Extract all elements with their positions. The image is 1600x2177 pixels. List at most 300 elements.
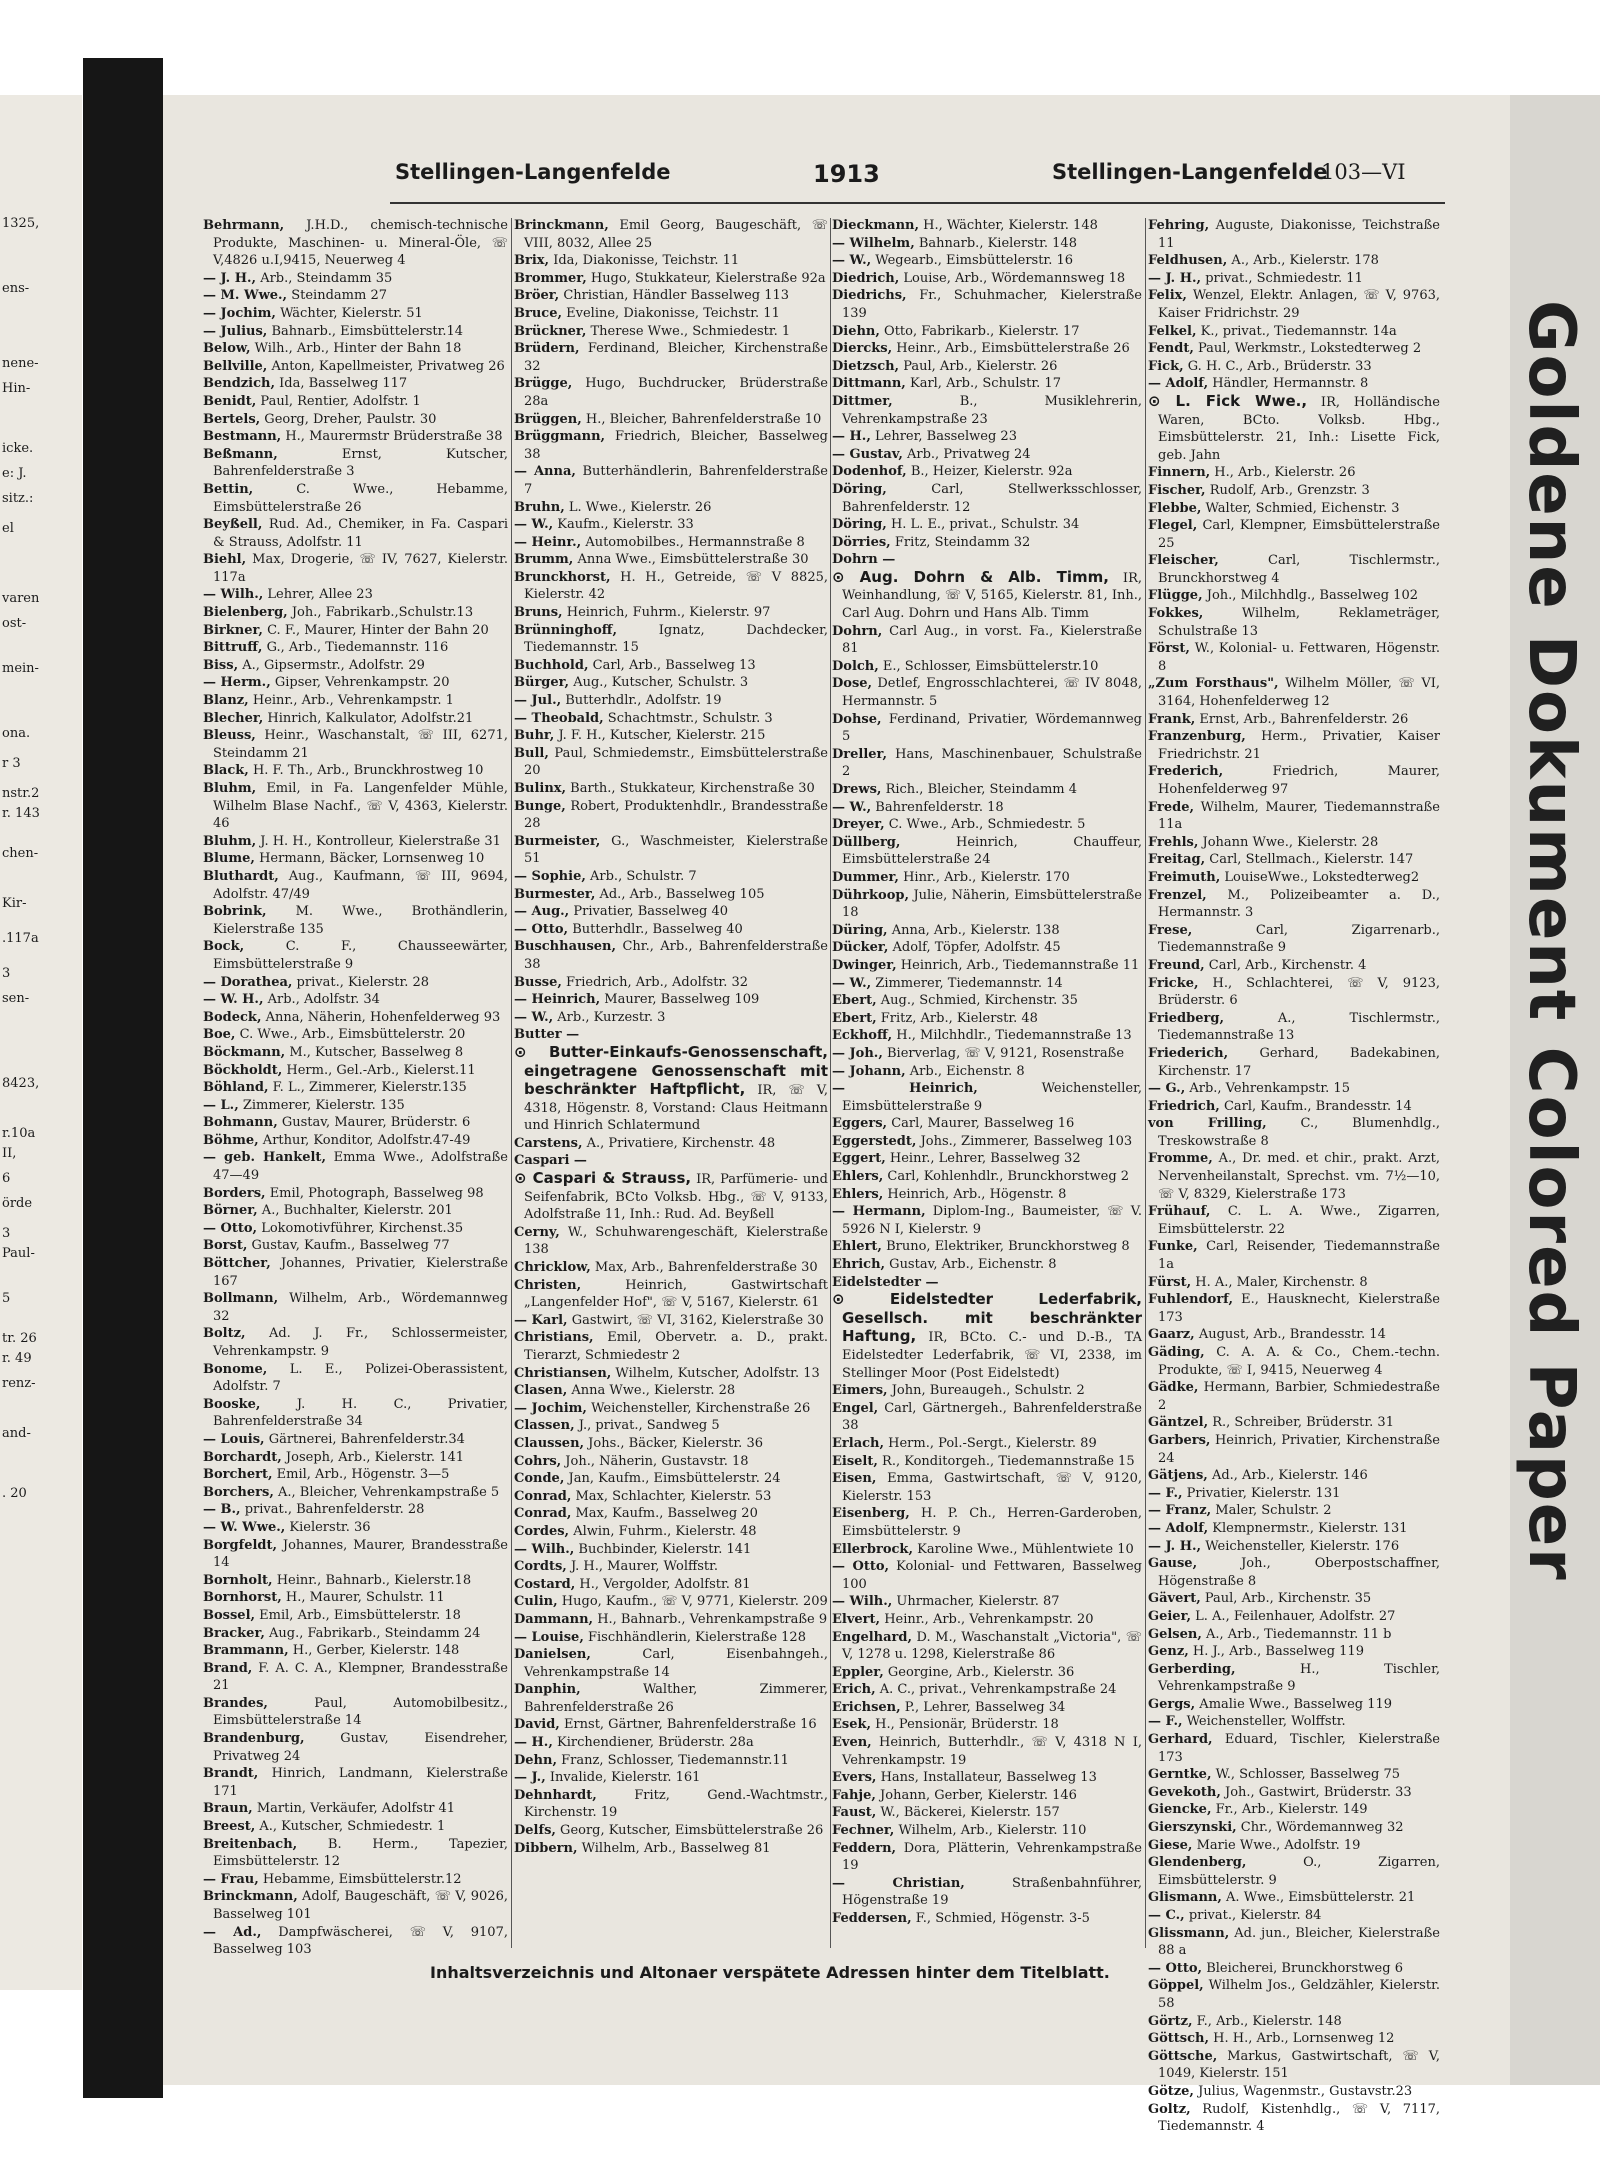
entry-details: E., Schlosser, Eimsbüttelerstr.10 xyxy=(878,658,1099,674)
directory-entry xyxy=(514,1646,828,1681)
entry-details: Aug., Fabrikarb., Steindamm 24 xyxy=(264,1625,481,1641)
directory-entry xyxy=(832,1840,1142,1875)
entry-name: Conde, xyxy=(514,1471,565,1487)
entry-name: Breest, xyxy=(203,1819,256,1835)
entry-details: Johannes, Privatier, Kielerstraße 167 xyxy=(213,1256,508,1289)
entry-details: Ernst, Gärtner, Bahrenfelderstraße 16 xyxy=(559,1717,817,1733)
directory-entry xyxy=(832,1822,1142,1840)
directory-entry xyxy=(832,781,1142,799)
facing-page-fragment: Hin- xyxy=(2,381,31,396)
directory-entry xyxy=(832,516,1142,534)
entry-name: Beyßell, xyxy=(203,517,263,533)
directory-entry xyxy=(514,1541,828,1559)
entry-name: Costard, xyxy=(514,1576,576,1592)
entry-name: — Louis, xyxy=(203,1431,265,1447)
directory-entry xyxy=(203,1537,508,1572)
entry-name: Feddersen, xyxy=(832,1911,912,1926)
entry-details: Heinrich, Butterhdlr., ☏ V, 4318 N I, Vehrenkampstr. 19 xyxy=(842,1735,1142,1768)
entry-details: L. Wwe., Kielerstr. 26 xyxy=(564,499,712,515)
entry-details: Joh., Fabrikarb.,Schulstr.13 xyxy=(287,605,474,621)
entry-name: Frederich, xyxy=(1148,764,1224,780)
directory-entry xyxy=(1148,500,1440,518)
directory-entry xyxy=(203,1589,508,1607)
facing-page-fragment: sitz.: xyxy=(2,491,34,506)
entry-details: Wenzel, Elektr. Anlagen, ☏ V, 9763, Kaiser Fridrichstr. 29 xyxy=(1158,288,1440,321)
entry-details: Ida, Basselweg 117 xyxy=(275,376,408,392)
entry-details: H. H., Arb., Lornsenweg 12 xyxy=(1209,2031,1395,2047)
entry-name: Flügge, xyxy=(1148,588,1203,604)
entry-details: C. L. A. Wwe., Zigarren, Eimsbüttelerstr. 22 xyxy=(1158,1204,1440,1237)
facing-page-fragment: e: J. xyxy=(2,466,27,481)
directory-entry xyxy=(203,639,508,657)
entry-details: Heinr., Arb., Vehrenkampstr. 20 xyxy=(880,1611,1094,1627)
entry-details: Max, Schlachter, Kielerstr. 53 xyxy=(571,1488,772,1504)
entry-name: Borst, xyxy=(203,1238,248,1254)
entry-name: Dammann, xyxy=(514,1611,594,1627)
entry-name: — geb. Hankelt, xyxy=(203,1150,326,1166)
entry-details: M., Kutscher, Basselweg 8 xyxy=(285,1044,464,1060)
entry-details: Arb., Vehrenkampstr. 15 xyxy=(1185,1081,1350,1097)
header-left-title: Stellingen-Langenfelde xyxy=(395,160,671,184)
entry-name: Gevekoth, xyxy=(1148,1784,1221,1800)
directory-entry xyxy=(514,323,828,341)
directory-entry xyxy=(832,1435,1142,1453)
entry-name: Dummer, xyxy=(832,869,899,885)
header-year: 1913 xyxy=(813,160,880,188)
column-3 xyxy=(832,217,1142,1957)
facing-page-fragment: nene- xyxy=(2,356,39,371)
entry-name: — Gustav, xyxy=(832,446,903,462)
entry-details: IR, Weinhandlung, ☏ V, 5165, Kielerstr. 81, Inh., Carl Aug. Dohrn und Hans Alb. Timm xyxy=(842,570,1142,622)
directory-entry xyxy=(832,551,1142,569)
entry-details: Ad. J. Fr., Schlossermeister, Vehrenkampstr. 9 xyxy=(213,1326,508,1359)
entry-name: Diercks, xyxy=(832,341,893,357)
entry-name: Döring, xyxy=(832,517,887,533)
directory-entry xyxy=(203,1765,508,1800)
entry-details: Carl, Maurer, Basselweg 16 xyxy=(887,1116,1075,1132)
directory-entry xyxy=(514,1488,828,1506)
entry-details: privat., Schmiedestr. 11 xyxy=(1201,270,1363,286)
entry-details: Emil, Arb., Eimsbüttelerstr. 18 xyxy=(255,1607,461,1623)
directory-entry xyxy=(203,411,508,429)
facing-page-fragment: nstr.2 xyxy=(2,786,40,801)
entry-name: — Wilh., xyxy=(203,587,264,603)
directory-entry xyxy=(203,340,508,358)
entry-details: Fischhändlerin, Kielerstraße 128 xyxy=(583,1629,806,1645)
directory-entry xyxy=(514,798,828,833)
directory-entry xyxy=(1148,1555,1440,1590)
entry-name: Faust, xyxy=(832,1805,877,1821)
entry-name: Bluhm, xyxy=(203,833,257,849)
directory-entry xyxy=(514,886,828,904)
entry-name: Biehl, xyxy=(203,552,247,568)
entry-name: Glissmann, xyxy=(1148,1925,1230,1941)
entry-name: — B., xyxy=(203,1502,241,1518)
entry-details: H. J., Arb., Basselweg 119 xyxy=(1188,1644,1364,1660)
directory-entry xyxy=(1148,358,1440,376)
entry-name: Bossel, xyxy=(203,1607,256,1623)
directory-entry xyxy=(832,975,1142,993)
entry-name: Danielsen, xyxy=(514,1647,591,1663)
directory-entry xyxy=(1148,1661,1440,1696)
entry-details: H., Bahnarb., Vehrenkampstraße 9 xyxy=(593,1611,828,1627)
entry-details: IR, ☏ V, 4318, Högenstr. 8, Vorstand: Claus Heitmann und Hinrich Schlatermund xyxy=(524,1083,828,1134)
entry-name: Cordes, xyxy=(514,1523,570,1539)
entry-name: Carstens, xyxy=(514,1135,583,1151)
entry-name: Erlach, xyxy=(832,1435,885,1451)
entry-name: Borchers, xyxy=(203,1484,274,1500)
entry-name: — Louise, xyxy=(514,1629,584,1645)
entry-name: Cohrs, xyxy=(514,1453,562,1469)
entry-details: Barth., Stukkateur, Kirchenstraße 30 xyxy=(566,781,815,796)
directory-entry xyxy=(203,850,508,868)
entry-details: Diplom-Ing., Baumeister, ☏ V. 5926 N I, Kielerstr. 9 xyxy=(842,1204,1142,1237)
directory-entry xyxy=(1148,393,1440,464)
entry-name: — Franz, xyxy=(1148,1503,1212,1519)
facing-page-fragment: chen- xyxy=(2,846,39,861)
entry-name: Dieckmann, xyxy=(832,218,920,233)
entry-details: Wilhelm, Arb., Kielerstr. 110 xyxy=(894,1823,1087,1839)
directory-entry xyxy=(832,675,1142,710)
column-2 xyxy=(514,217,828,1957)
entry-name: Fleischer, xyxy=(1148,553,1219,569)
entry-details: Emil, in Fa. Langenfelder Mühle, Wilhelm Blase Nachf., ☏ V, 4363, Kielerstr. 46 xyxy=(213,781,508,832)
directory-entry xyxy=(514,1576,828,1594)
color-card-spine xyxy=(1514,300,1590,1700)
entry-name: ⊙ Eidelstedter Lederfabrik, Gesellsch. mit beschränkter Haftung, xyxy=(832,1290,1142,1346)
directory-entry xyxy=(514,1822,828,1840)
facing-page-fragment: 3 xyxy=(2,1226,11,1241)
entry-name: Dittmann, xyxy=(832,376,906,392)
directory-entry xyxy=(514,692,828,710)
entry-details: Joh., Gastwirt, Brüderstr. 33 xyxy=(1220,1784,1412,1800)
entry-name: Bittruff, xyxy=(203,640,263,656)
directory-entry xyxy=(832,1558,1142,1593)
entry-details: Arb., Schulstr. 7 xyxy=(585,868,697,884)
entry-details: Johs., Zimmerer, Basselweg 103 xyxy=(916,1133,1133,1149)
entry-name: Benidt, xyxy=(203,393,257,409)
directory-entry xyxy=(514,463,828,498)
directory-entry xyxy=(203,393,508,411)
entry-name: Conrad, xyxy=(514,1488,572,1504)
entry-details: Emma, Gastwirtschaft, ☏ V, 9120, Kielerstr. 153 xyxy=(842,1471,1142,1504)
directory-entry xyxy=(514,1593,828,1611)
entry-details: Markus, Gastwirtschaft, ☏ V, 1049, Kielerstr. 151 xyxy=(1158,2048,1440,2082)
entry-details: H., Pensionär, Brüderstr. 18 xyxy=(871,1717,1059,1733)
entry-details: C. Wwe., Hebamme, Eimsbüttelerstraße 26 xyxy=(213,481,508,515)
directory-entry xyxy=(514,1044,828,1135)
entry-details: Carl, Klempner, Eimsbüttelerstraße 25 xyxy=(1158,518,1440,551)
directory-entry xyxy=(514,1505,828,1523)
directory-entry xyxy=(514,569,828,604)
directory-entry xyxy=(203,974,508,992)
entry-name: Fehring, xyxy=(1148,218,1210,233)
entry-name: Düllberg, xyxy=(832,834,901,850)
entry-details: Carl, Zigarrenarb., Tiedemannstraße 9 xyxy=(1158,922,1440,956)
entry-details: Fritz, Gend.-Wachtmstr., Kirchenstr. 19 xyxy=(524,1787,828,1821)
entry-name: Flegel, xyxy=(1148,518,1198,534)
directory-entry xyxy=(203,1924,508,1959)
entry-details: C. Wwe., Arb., Schmiedestr. 5 xyxy=(884,817,1086,833)
entry-details: Invalide, Kielerstr. 161 xyxy=(545,1770,701,1786)
entry-name: Eckhoff, xyxy=(832,1028,893,1044)
entry-details: Wilhelm Jos., Geldzähler, Kielerstr. 58 xyxy=(1158,1978,1440,2011)
directory-entry xyxy=(832,799,1142,817)
directory-entry xyxy=(203,358,508,376)
entry-details: W., Schuhwarengeschäft, Kielerstraße 138 xyxy=(524,1224,828,1258)
entry-name: Göppel, xyxy=(1148,1978,1204,1994)
entry-name: Blanz, xyxy=(203,693,249,709)
entry-name: Götze, xyxy=(1148,2083,1194,2099)
directory-entry xyxy=(1148,1801,1440,1819)
entry-details: Christian, Händler Basselweg 113 xyxy=(559,288,790,304)
entry-name: Dittmer, xyxy=(832,393,893,409)
directory-entry xyxy=(832,992,1142,1010)
entry-name: Fahje, xyxy=(832,1787,876,1803)
entry-details: Zimmerer, Kielerstr. 135 xyxy=(238,1097,405,1113)
entry-name: Dietzsch, xyxy=(832,358,900,374)
entry-name: Gergs, xyxy=(1148,1696,1196,1712)
directory-entry xyxy=(1148,1925,1440,1960)
entry-name: Funke, xyxy=(1148,1239,1198,1255)
entry-name: — Jochim, xyxy=(514,1400,587,1416)
directory-entry xyxy=(203,1625,508,1643)
entry-details: Ida, Diakonisse, Teichstr. 11 xyxy=(549,253,740,269)
directory-entry xyxy=(203,516,508,551)
entry-name: Brommer, xyxy=(514,270,587,286)
entry-details: Fritz, Steindamm 32 xyxy=(890,534,1031,550)
entry-name: Finnern, xyxy=(1148,465,1211,481)
entry-details: F., Schmied, Högenstr. 3-5 xyxy=(911,1911,1090,1926)
entry-name: Brix, xyxy=(514,253,550,269)
directory-entry xyxy=(832,1080,1142,1115)
entry-name: Eppler, xyxy=(832,1664,884,1680)
entry-name: Garbers, xyxy=(1148,1432,1211,1448)
entry-details: Privatier, Basselweg 40 xyxy=(569,904,729,920)
directory-entry xyxy=(1148,217,1440,252)
entry-name: Braun, xyxy=(203,1801,253,1817)
entry-name: Diedrich, xyxy=(832,270,900,286)
directory-entry xyxy=(514,1259,828,1277)
entry-details: Wilhelm, Kutscher, Adolfstr. 13 xyxy=(611,1365,820,1381)
entry-details: Kaufm., Kielerstr. 33 xyxy=(553,517,694,533)
directory-entry xyxy=(1148,1379,1440,1414)
directory-entry xyxy=(832,340,1142,358)
entry-name: Göttsch, xyxy=(1148,2031,1209,2047)
directory-entry xyxy=(832,1470,1142,1505)
entry-name: Döring, xyxy=(832,481,887,497)
entry-details: B., Musiklehrerin, Vehrenkampstraße 23 xyxy=(842,393,1142,427)
directory-entry xyxy=(514,1681,828,1716)
entry-name: Christen, xyxy=(514,1277,582,1293)
entry-details: C. F., Maurer, Hinter der Bahn 20 xyxy=(262,622,489,638)
entry-details: W., Schlosser, Basselweg 75 xyxy=(1211,1767,1401,1783)
directory-entry xyxy=(832,887,1142,922)
entry-name: Flebbe, xyxy=(1148,500,1202,516)
directory-entry xyxy=(832,1010,1142,1028)
directory-entry xyxy=(1148,605,1440,640)
directory-entry xyxy=(1148,287,1440,322)
entry-details: Ad. jun., Bleicher, Kielerstraße 88 a xyxy=(1158,1925,1440,1959)
entry-details: H. L. E., privat., Schulstr. 34 xyxy=(886,517,1080,533)
facing-page-fragment: r. 143 xyxy=(2,806,40,821)
directory-entry xyxy=(203,710,508,728)
directory-entry xyxy=(832,1186,1142,1204)
directory-entry xyxy=(832,711,1142,746)
entry-name: Brandt, xyxy=(203,1766,259,1782)
directory-entry xyxy=(514,727,828,745)
entry-name: Dose, xyxy=(832,676,873,692)
entry-details: F. L., Zimmerer, Kielerstr.135 xyxy=(268,1080,467,1096)
entry-details: Wilhelm, Reklameträger, Schulstraße 13 xyxy=(1158,606,1440,639)
entry-name: Frede, xyxy=(1148,799,1195,815)
directory-entry xyxy=(203,1660,508,1695)
entry-name: Dörries, xyxy=(832,534,891,550)
entry-details: L. E., Polizei-Oberassistent, Adolfstr. 7 xyxy=(213,1361,508,1395)
entry-name: — Adolf, xyxy=(1148,376,1209,392)
directory-entry xyxy=(514,411,828,429)
directory-entry xyxy=(1148,1326,1440,1344)
entry-name: Bleuss, xyxy=(203,728,256,744)
directory-entry xyxy=(203,1800,508,1818)
directory-entry xyxy=(203,586,508,604)
entry-name: Bunge, xyxy=(514,798,566,814)
directory-entry xyxy=(203,1396,508,1431)
entry-details: Martin, Verkäufer, Adolfstr 41 xyxy=(252,1801,456,1817)
directory-entry xyxy=(514,340,828,375)
entry-name: Esek, xyxy=(832,1717,872,1733)
directory-entry xyxy=(1148,675,1440,710)
entry-details: Georgine, Arb., Kielerstr. 36 xyxy=(883,1664,1075,1680)
directory-entry xyxy=(1148,1344,1440,1379)
directory-entry xyxy=(514,1009,828,1027)
entry-details: A., Bleicher, Vehrenkampstraße 5 xyxy=(273,1484,500,1500)
facing-page-fragment: mein- xyxy=(2,661,39,676)
entry-name: Brandenburg, xyxy=(203,1731,305,1747)
entry-details: Wilhelm Möller, ☏ VI, 3164, Hohenfelderweg 12 xyxy=(1158,676,1440,710)
entry-name: Dehnhardt, xyxy=(514,1787,597,1803)
directory-entry xyxy=(1148,323,1440,341)
page-footer: Inhaltsverzeichnis und Altonaer verspätete Adressen hinter dem Titelblatt. xyxy=(430,1963,1110,1982)
entry-name: Fechner, xyxy=(832,1823,895,1839)
directory-entry xyxy=(203,1484,508,1502)
entry-details: Julie, Näherin, Eimsbüttelerstraße 18 xyxy=(842,887,1142,921)
entry-details: A., Arb., Tiedemannstr. 11 b xyxy=(1201,1626,1392,1642)
entry-name: Brüdern, xyxy=(514,341,580,357)
entry-name: ⊙ Aug. Dohrn & Alb. Timm, xyxy=(832,567,1109,586)
directory-entry xyxy=(1148,1977,1440,2012)
entry-name: — W., xyxy=(832,975,872,991)
spine-text: Goldene Dokument Colored Paper xyxy=(1514,300,1588,1582)
directory-entry xyxy=(1148,1713,1440,1731)
entry-details: Marie Wwe., Adolfstr. 19 xyxy=(1192,1837,1361,1853)
directory-entry xyxy=(203,1431,508,1449)
entry-name: von Frilling, xyxy=(1148,1116,1267,1132)
entry-name: — H., xyxy=(514,1735,553,1751)
directory-entry xyxy=(203,1695,508,1730)
entry-details: J. H., Maurer, Wolffstr. xyxy=(566,1559,719,1575)
entry-name: Eggers, xyxy=(832,1116,888,1132)
directory-entry xyxy=(1148,711,1440,729)
directory-entry xyxy=(203,622,508,640)
entry-details: Eveline, Diakonisse, Teichstr. 11 xyxy=(562,305,780,321)
directory-entry xyxy=(514,1312,828,1330)
entry-name: — Jochim, xyxy=(203,305,276,321)
directory-entry xyxy=(832,446,1142,464)
entry-name: — J. H., xyxy=(1148,1538,1202,1554)
entry-details: Alwin, Fuhrm., Kielerstr. 48 xyxy=(569,1523,757,1539)
entry-details: Hans, Installateur, Basselweg 13 xyxy=(876,1770,1097,1786)
directory-entry xyxy=(514,1629,828,1647)
entry-details: C. Wwe., Arb., Eimsbüttelerstr. 20 xyxy=(235,1027,466,1043)
directory-entry xyxy=(832,217,1142,235)
entry-name: — Frau, xyxy=(203,1871,259,1887)
directory-entry xyxy=(1148,1203,1440,1238)
directory-entry xyxy=(832,957,1142,975)
directory-entry xyxy=(514,1417,828,1435)
entry-name: Friedberg, xyxy=(1148,1010,1224,1026)
entry-details: Emil, Obervetr. a. D., prakt. Tierarzt, Schmiedestr 2 xyxy=(524,1330,828,1363)
entry-details: H., Maurer, Schulstr. 11 xyxy=(281,1590,445,1606)
entry-details: Wilhelm, Maurer, Tiedemannstraße 11a xyxy=(1158,799,1440,833)
directory-entry xyxy=(1148,1467,1440,1485)
entry-details: Adolf, Töpfer, Adolfstr. 45 xyxy=(888,940,1061,956)
entry-details: Carl, Tischlermstr., Brunckhorstweg 4 xyxy=(1158,553,1440,586)
entry-name: — F., xyxy=(1148,1714,1183,1730)
entry-details: Johs., Bäcker, Kielerstr. 36 xyxy=(584,1435,763,1451)
entry-details: O., Zigarren, Eimsbüttelerstr. 9 xyxy=(1158,1855,1440,1888)
entry-details: Bahnarb., Eimsbüttelerstr.14 xyxy=(267,323,464,339)
directory-entry xyxy=(832,1541,1142,1559)
entry-name: Freitag, xyxy=(1148,852,1206,868)
entry-details: Heinrich, Privatier, Kirchenstraße 24 xyxy=(1158,1432,1440,1466)
entry-details: Chr., Arb., Bahrenfelderstraße 38 xyxy=(524,939,828,972)
directory-entry xyxy=(514,903,828,921)
entry-name: Glismann, xyxy=(1148,1890,1222,1906)
directory-entry xyxy=(514,1170,828,1224)
directory-entry xyxy=(832,287,1142,322)
entry-name: Claussen, xyxy=(514,1435,585,1451)
entry-name: Below, xyxy=(203,341,251,357)
entry-name: Borchert, xyxy=(203,1467,273,1483)
entry-details: Lehrer, Basselweg 23 xyxy=(870,429,1017,445)
entry-name: Boltz, xyxy=(203,1326,246,1342)
entry-details: A. C., privat., Vehrenkampstraße 24 xyxy=(875,1682,1117,1698)
facing-page-fragment: II, xyxy=(2,1146,17,1161)
entry-details: Hermann, Barbier, Schmiedestraße 2 xyxy=(1158,1380,1440,1413)
directory-entry xyxy=(1148,1643,1440,1661)
facing-page-fragment: r.10a xyxy=(2,1126,36,1141)
directory-entry xyxy=(514,1400,828,1418)
entry-name: Börner, xyxy=(203,1203,258,1219)
book-gutter xyxy=(83,58,163,2098)
entry-name: Bluhm, xyxy=(203,781,257,796)
directory-entry xyxy=(203,1097,508,1115)
entry-name: Feddern, xyxy=(832,1840,897,1856)
entry-details: Emil, Arb., Högenstr. 3—5 xyxy=(272,1467,450,1483)
directory-entry xyxy=(203,1255,508,1290)
directory-entry xyxy=(203,1149,508,1184)
directory-entry xyxy=(203,1009,508,1027)
entry-name: Ehrich, xyxy=(832,1257,886,1273)
directory-entry xyxy=(203,674,508,692)
directory-entry xyxy=(832,922,1142,940)
column-divider xyxy=(1145,218,1146,1948)
directory-entry xyxy=(1148,1238,1440,1273)
entry-name: Brünninghoff, xyxy=(514,622,617,638)
directory-entry xyxy=(832,393,1142,428)
entry-name: Dodenhof, xyxy=(832,464,907,480)
